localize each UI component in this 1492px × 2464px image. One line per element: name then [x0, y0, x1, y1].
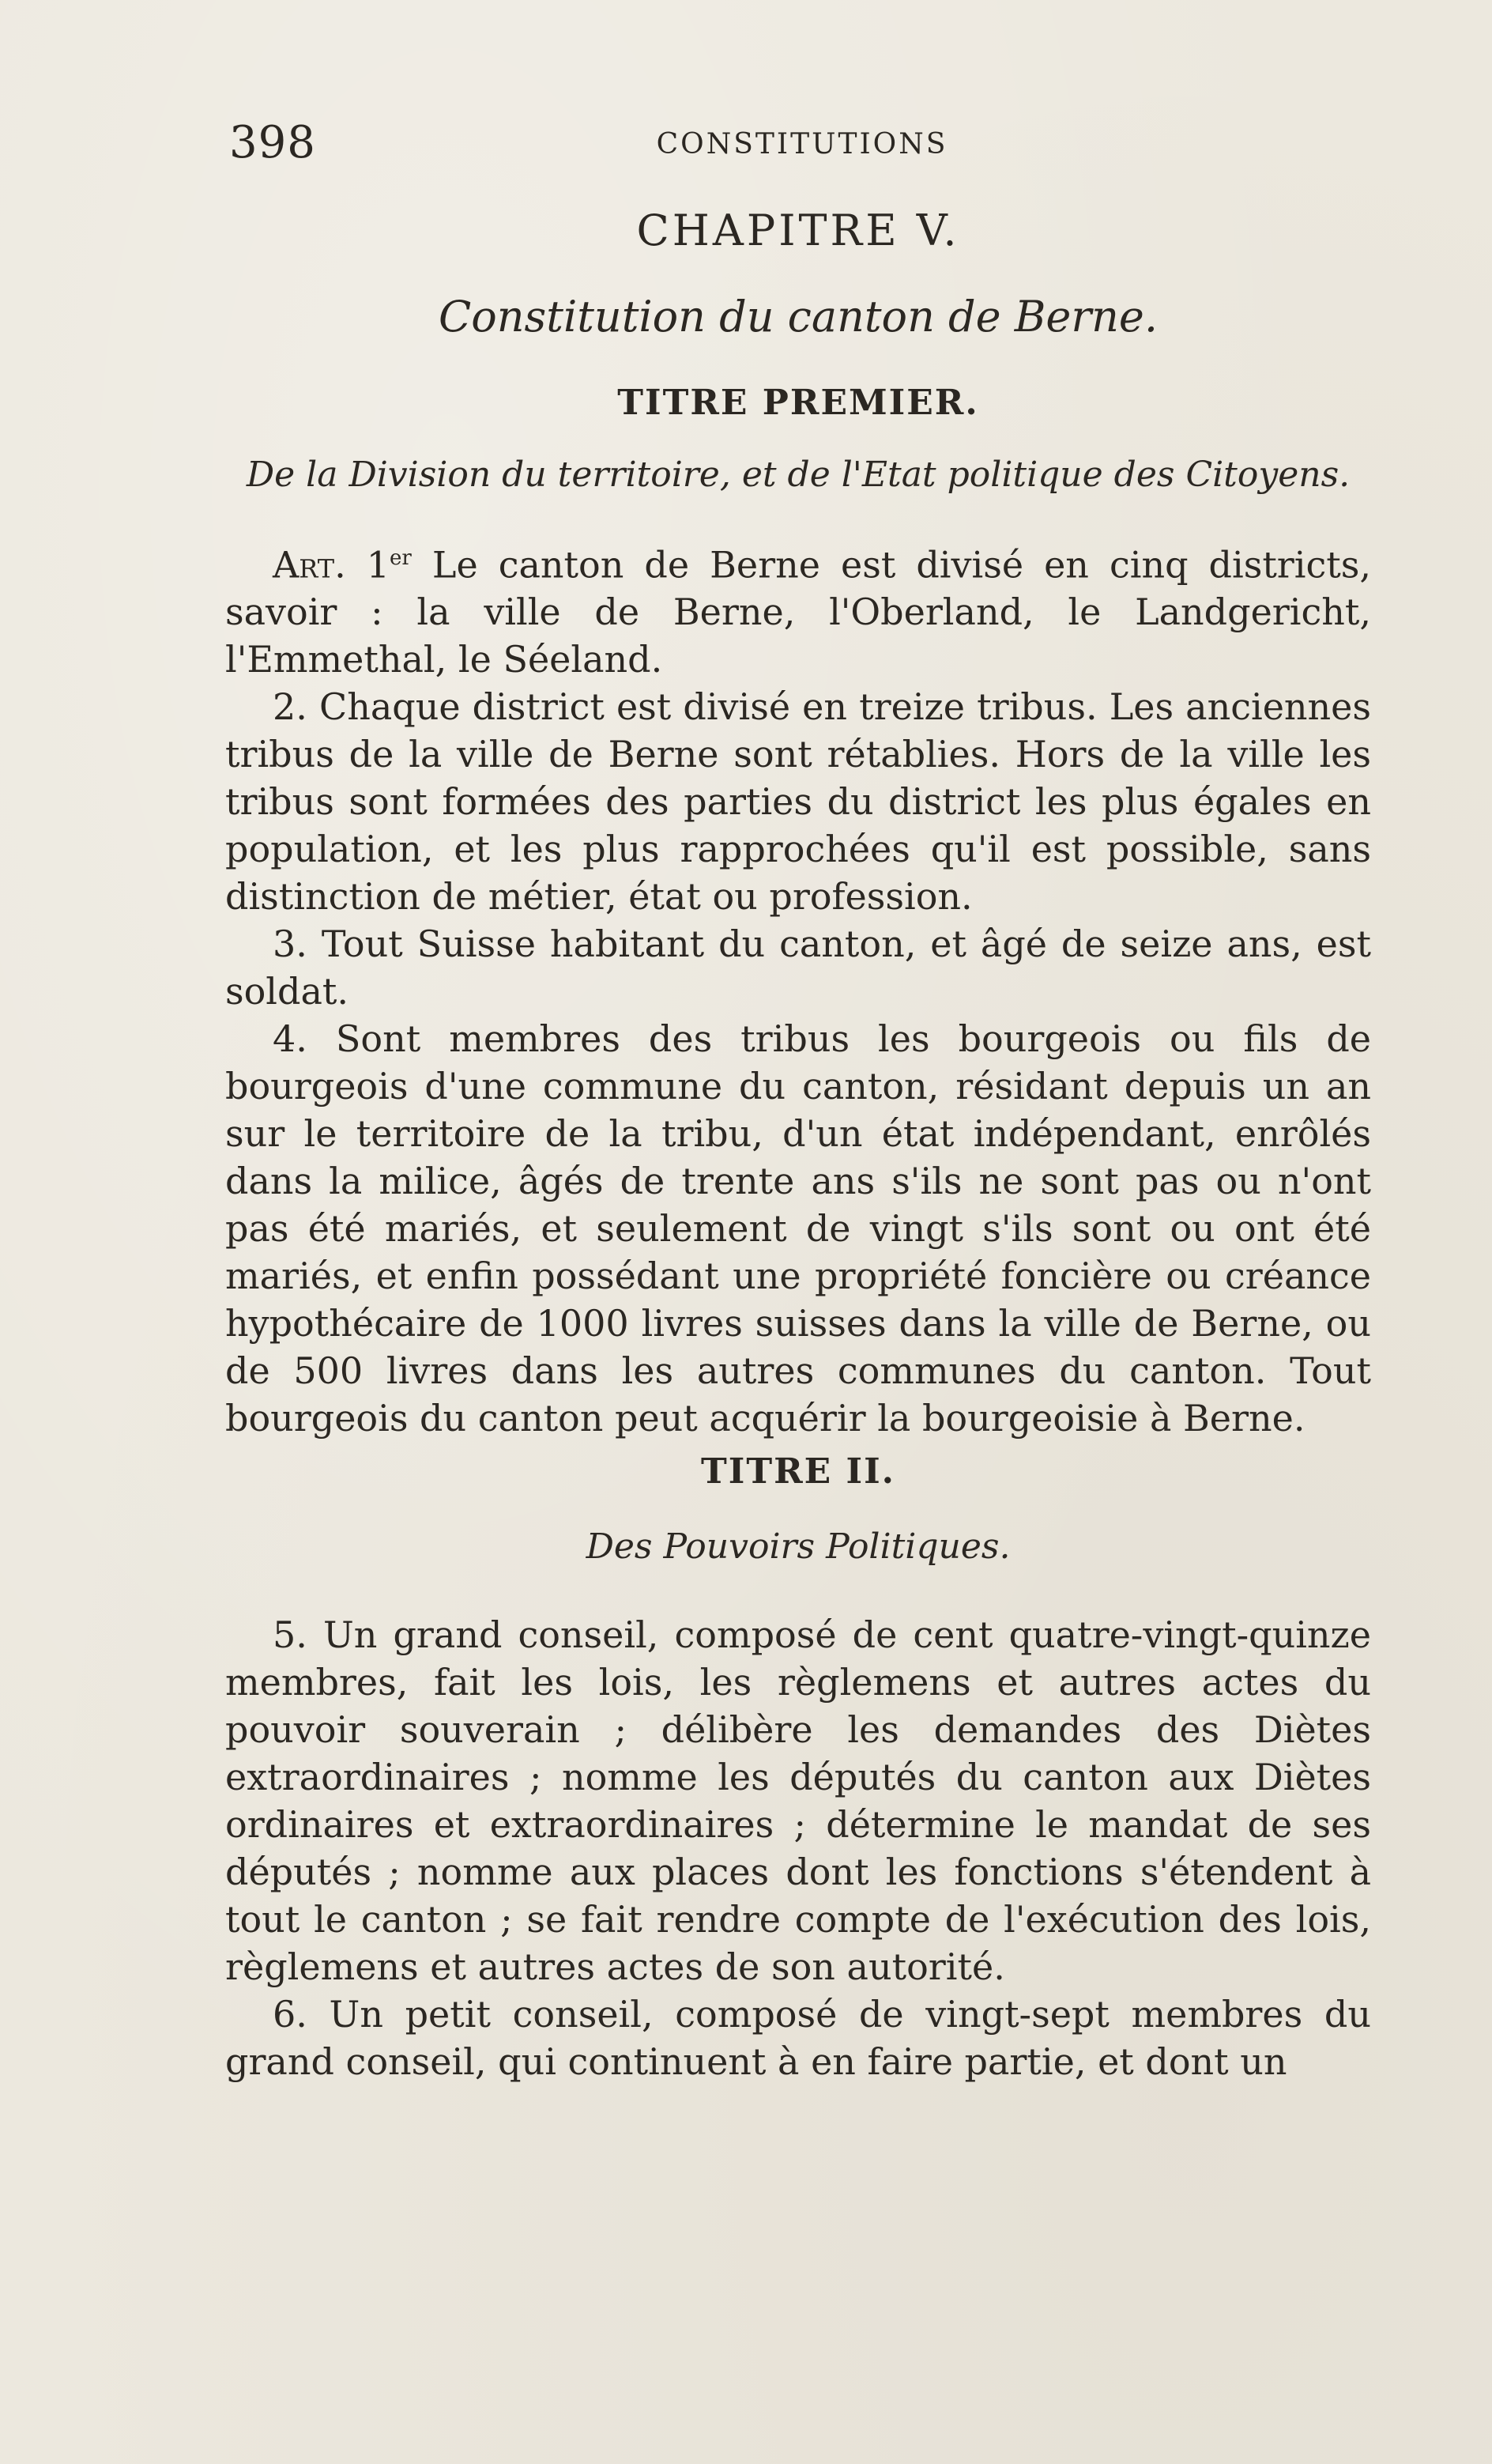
page-header [229, 117, 1375, 180]
titre-premier-subheading: De la Division du territoire, et de l'Etat politique des Citoyens. [246, 455, 1351, 495]
running-title: CONSTITUTIONS [656, 128, 948, 160]
article-text: Chaque district est divisé en treize tribus. Les anciennes tribus de la ville de Berne sont rétablies. Hors de la ville les tribus sont formées des parties du district les plus égales en population, et les plus rapprochées qu'il est possible, sans distinction de métier, état ou profession. [225, 685, 1371, 919]
article-label: 4. [273, 1017, 307, 1061]
page-number: 398 [229, 117, 316, 168]
article-text: Le canton de Berne est divisé en cinq districts, savoir : la ville de Berne, l'Oberland, le Landgericht, l'Emmethal, le Séeland. [225, 543, 1371, 681]
chapter-subtitle: Constitution du canton de Berne. [438, 292, 1159, 341]
article-text: Tout Suisse habitant du canton, et âgé de seize ans, est soldat. [225, 923, 1371, 1013]
article-label: 2. [273, 685, 307, 729]
chapter-heading: CHAPITRE V. [636, 206, 960, 255]
article-label: 6. [273, 1993, 307, 2036]
article-3 [225, 920, 1371, 1015]
ordinal-superscript: er [390, 546, 412, 570]
article-6 [225, 1990, 1371, 2085]
article-label: 5. [273, 1613, 307, 1657]
titre-premier-heading: TITRE PREMIER. [617, 383, 979, 423]
article-text: Un grand conseil, composé de cent quatre-vingt-quinze membres, fait les lois, les règlemens et autres actes du pouvoir souverain ; délibère les demandes des Diètes extraordinaires ; nomme les députés du canton aux Diètes ordinaires et extraordinaires ; détermine le mandat de ses députés ; nomme aux places dont les fonctions s'étendent à tout le canton ; se fait rendre compte de l'exécution des lois, règlemens et autres actes de son autorité. [225, 1613, 1371, 1989]
article-2 [225, 683, 1371, 920]
article-text: Sont membres des tribus les bourgeois ou fils de bourgeois d'une commune du canton, résidant depuis un an sur le territoire de la tribu, d'un état indépendant, enrôlés dans la milice, âgés de trente ans s'ils ne sont pas ou n'ont pas été mariés, et seulement de vingt s'ils sont ou ont été mariés, et enfin possédant une propriété foncière ou créance hypothécaire de 1000 livres suisses dans la ville de Berne, ou de 500 livres dans les autres communes du canton. Tout bourgeois du canton peut acquérir la bourgeoisie à Berne. [225, 1017, 1371, 1440]
titre-ii-heading: TITRE II. [701, 1451, 895, 1492]
article-label: Art. 1 [273, 543, 390, 587]
article-text: Un petit conseil, composé de vingt-sept membres du grand conseil, qui continuent à en faire partie, et dont un [225, 1993, 1371, 2084]
article-4 [225, 1015, 1371, 1442]
article-label: 3. [273, 923, 307, 966]
titre-ii-subheading: Des Pouvoirs Politiques. [586, 1526, 1011, 1568]
article-5 [225, 1611, 1371, 1990]
article-1 [225, 534, 1371, 683]
page-body [225, 206, 1371, 2085]
